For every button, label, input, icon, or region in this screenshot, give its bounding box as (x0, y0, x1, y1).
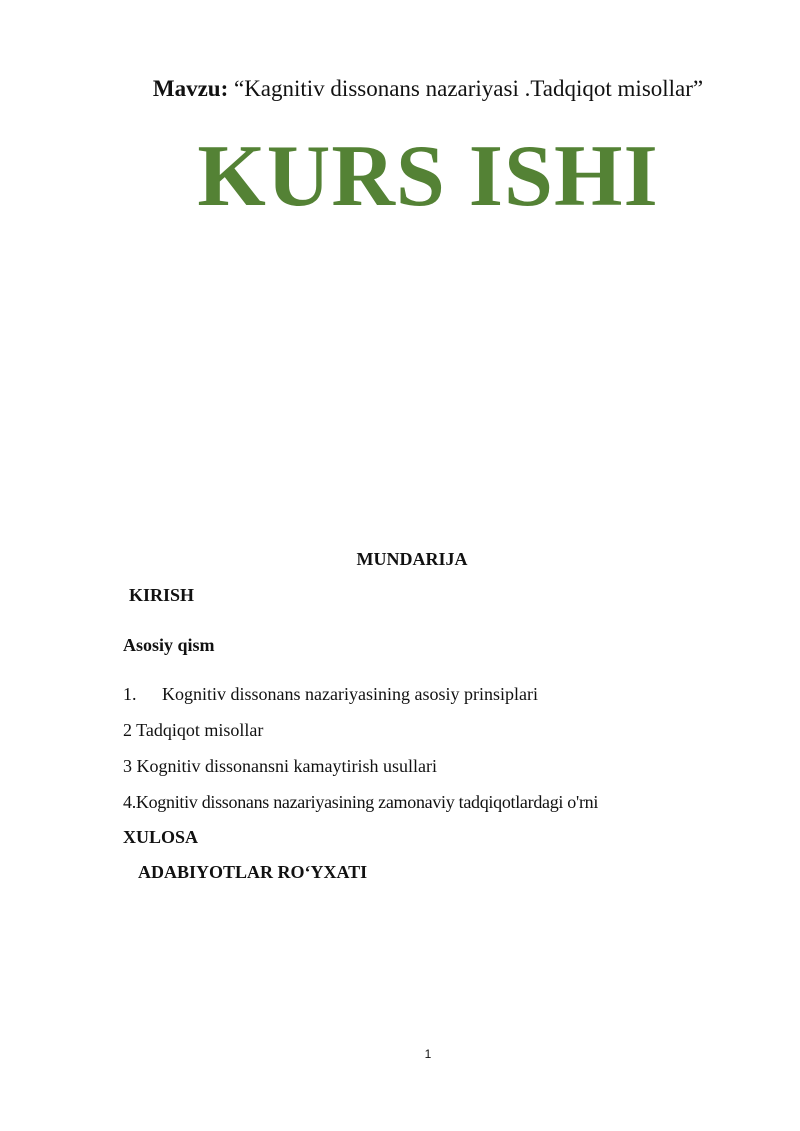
document-title: KURS ISHI (197, 128, 659, 225)
toc-item-2: 2 Tadqiqot misollar (123, 720, 264, 740)
toc-intro: KIRISH (129, 585, 195, 605)
page-number: 1 (424, 1047, 432, 1061)
toc-item-text: Kognitiv dissonans nazariyasining asosiy prinsiplari (162, 684, 538, 704)
topic-text: “Kagnitiv dissonans nazariyasi .Tadqiqot misollar” (228, 76, 704, 101)
topic-label: Mavzu: (152, 76, 229, 101)
toc-references: ADABIYOTLAR RO‘YXATI (138, 862, 368, 882)
toc-main-part: Asosiy qism (123, 635, 215, 655)
topic-line (0, 76, 800, 102)
toc-conclusion: XULOSA (123, 827, 199, 847)
toc-heading: MUNDARIJA (356, 549, 468, 569)
toc-item-number: 1. (123, 684, 137, 704)
toc-item-4: 4.Kognitiv dissonans nazariyasining zamonaviy tadqiqotlardagi o'rni (123, 792, 599, 812)
toc-item-1 (123, 684, 538, 705)
toc-item-3: 3 Kognitiv dissonansni kamaytirish usullari (123, 756, 437, 776)
